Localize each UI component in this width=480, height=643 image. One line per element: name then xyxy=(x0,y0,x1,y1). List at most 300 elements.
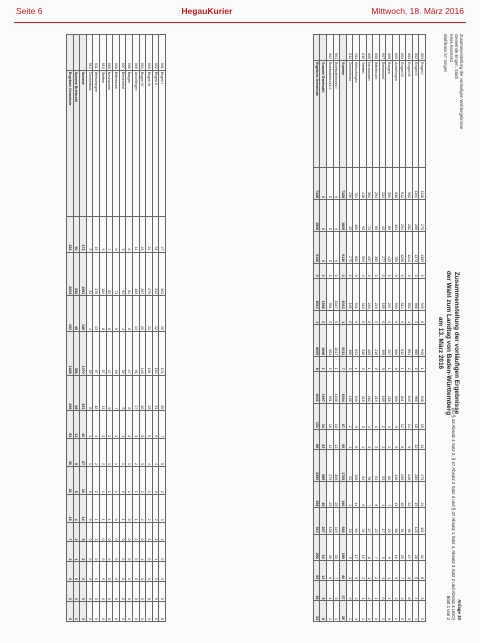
table-cell: Stetten xyxy=(360,61,367,168)
table-cell: 230 xyxy=(346,168,353,200)
rotated-results-sheet xyxy=(14,28,466,628)
table-cell: 23 xyxy=(327,482,334,508)
table-cell: 1 xyxy=(86,411,93,439)
table-cell: 004 xyxy=(139,35,146,71)
table-cell: 3 xyxy=(133,411,140,439)
table-cell: 0 xyxy=(327,310,334,325)
table-row xyxy=(73,35,80,622)
table-cell: 1 xyxy=(113,439,120,467)
table-cell: 0 xyxy=(113,522,120,542)
table-cell: 1 xyxy=(126,439,133,467)
table-cell: 1 xyxy=(159,522,166,542)
table-cell: 6 xyxy=(353,429,360,449)
table-cell: 2 xyxy=(360,560,367,580)
table-cell: 6 xyxy=(412,560,419,580)
table-cell: 0 xyxy=(159,582,166,602)
table-cell: 6012 xyxy=(340,278,347,310)
table-cell: 150 xyxy=(353,200,360,232)
table-cell: 0 xyxy=(333,200,340,232)
table-cell: 12 xyxy=(412,429,419,449)
table-cell: 85 xyxy=(106,252,113,296)
table-cell: 151 xyxy=(146,331,153,375)
table-cell: 1047 xyxy=(333,278,340,310)
table-row xyxy=(360,35,367,622)
table-cell: 1 xyxy=(106,467,113,495)
table-row xyxy=(333,35,340,622)
table-cell: 151 xyxy=(393,200,400,232)
table-cell: 1 xyxy=(93,494,100,522)
table-cell: 267 xyxy=(139,252,146,296)
table-cell: 80 xyxy=(386,450,393,482)
table-cell: 2 xyxy=(353,581,360,601)
table-cell: 13 xyxy=(393,482,400,508)
table-cell: Engen IV xyxy=(139,70,146,216)
table-cell: 21 xyxy=(67,467,74,495)
table-cell: 0 xyxy=(86,467,93,495)
table-cell: 0 xyxy=(133,602,140,622)
table-cell: 164 xyxy=(152,331,159,375)
table-cell: 0 xyxy=(113,582,120,602)
table-cell: 002 xyxy=(412,35,419,61)
table-cell: 0 xyxy=(159,602,166,622)
table-cell: 2 xyxy=(133,439,140,467)
table-cell: 158 xyxy=(353,450,360,482)
table-cell: 3 xyxy=(373,429,380,449)
table-cell: 1 xyxy=(126,467,133,495)
table-cell: 1 xyxy=(346,429,353,449)
table-cell: 0 xyxy=(346,581,353,601)
table-cell: 1 xyxy=(119,411,126,439)
table-cell: 0 xyxy=(399,264,406,279)
table-row xyxy=(113,35,120,622)
table-cell: 812 xyxy=(399,325,406,357)
table-cell: 8 xyxy=(313,357,320,372)
table-cell: 262 xyxy=(366,371,373,403)
table-cell: 13 xyxy=(320,560,327,580)
table-cell: 227 xyxy=(320,508,327,534)
table-cell: Biesendorf xyxy=(119,70,126,216)
table-cell: 1 xyxy=(73,542,80,562)
table-row xyxy=(320,35,327,622)
table-cell: 0 xyxy=(386,310,393,325)
table-cell: 11 xyxy=(100,375,107,411)
table-cell: 12 xyxy=(399,403,406,429)
table-cell: 9 xyxy=(320,581,327,601)
table-cell: Bargen xyxy=(386,61,393,168)
table-cell: 169 xyxy=(379,371,386,403)
table-cell: 4 xyxy=(346,482,353,508)
table-cell: 360 xyxy=(373,232,380,264)
table-cell: 15 xyxy=(419,403,426,429)
gemeinde-line: Gemeinde Engen, Stadt xyxy=(453,34,459,79)
table-cell: 31 xyxy=(152,216,159,252)
table-row xyxy=(100,35,107,622)
table-cell: 8 xyxy=(320,601,327,622)
table-cell: 5 xyxy=(113,296,120,332)
table-cell: 0 xyxy=(373,310,380,325)
table-cell: 4 xyxy=(360,429,367,449)
table-cell: 0 xyxy=(139,582,146,602)
table-cell: 0 xyxy=(373,264,380,279)
table-cell: 910 xyxy=(313,508,320,534)
table-cell: 53 xyxy=(313,560,320,580)
table-cell: 2 xyxy=(159,467,166,495)
table-cell: 652 xyxy=(73,252,80,296)
table-cell: 166 xyxy=(346,278,353,310)
table-cell: 0 xyxy=(366,264,373,279)
table-cell: 48 xyxy=(320,482,327,508)
table-cell: 1 xyxy=(133,522,140,542)
table-cell: 008 xyxy=(113,35,120,71)
table-cell: 1 xyxy=(333,357,340,372)
table-cell: 0 xyxy=(80,602,87,622)
table-cell: 5 xyxy=(333,581,340,601)
table-cell: Summe Briefwahl xyxy=(73,70,80,216)
table-cell: 9 xyxy=(393,403,400,429)
table-cell: 273 xyxy=(419,200,426,232)
table-cell: 2603 xyxy=(67,252,74,296)
table-cell: 1 xyxy=(106,494,113,522)
table-cell: 3 xyxy=(406,601,413,622)
header-rule xyxy=(14,22,466,23)
table-cell: 009 xyxy=(366,35,373,61)
table-cell: 7 xyxy=(67,522,74,542)
table-cell: Engen II xyxy=(412,61,419,168)
table-cell: 1 xyxy=(133,467,140,495)
table-cell: 1 xyxy=(86,439,93,467)
table-cell: 3 xyxy=(399,581,406,601)
table-cell: 0 xyxy=(327,168,334,200)
table-cell: 14 xyxy=(406,403,413,429)
table-cell: 252 xyxy=(313,534,320,560)
table-cell: 294 xyxy=(373,168,380,200)
table-cell: 6 xyxy=(373,482,380,508)
table-cell: 966 xyxy=(412,325,419,357)
table-cell: 0 xyxy=(126,562,133,582)
table-cell: 002 xyxy=(152,35,159,71)
table-cell: 69 xyxy=(386,200,393,232)
table-cell: 0 xyxy=(152,562,159,582)
table-cell: 2 xyxy=(379,403,386,429)
table-cell: 007 xyxy=(379,35,386,61)
table-cell: 318 xyxy=(360,371,367,403)
table-cell: 68 xyxy=(73,375,80,411)
table-cell: 25 xyxy=(333,482,340,508)
table-cell: Engen IV xyxy=(399,61,406,168)
table-cell: 54 xyxy=(119,252,126,296)
table-cell: 172 xyxy=(80,216,87,252)
table-cell: 7328 xyxy=(340,168,347,200)
table-cell: 1997 xyxy=(320,371,327,403)
table-cell: 004 xyxy=(399,35,406,61)
table-cell: 7 xyxy=(366,482,373,508)
table-cell: 3 xyxy=(353,560,360,580)
table-cell: 2 xyxy=(73,522,80,542)
table-cell: 1 xyxy=(419,357,426,372)
table-cell: 9 xyxy=(73,439,80,467)
table-cell: 901 xyxy=(333,35,340,61)
table-cell: 21 xyxy=(146,296,153,332)
table-cell: 263 xyxy=(366,325,373,357)
table-cell: 0 xyxy=(100,602,107,622)
table-cell: 14 xyxy=(353,482,360,508)
table-cell: 0 xyxy=(133,542,140,562)
table-cell: 17 xyxy=(353,534,360,560)
table-cell: Engen I xyxy=(159,70,166,216)
table-cell: 1 xyxy=(386,560,393,580)
table-cell: 0 xyxy=(86,562,93,582)
table-cell: 541 xyxy=(353,325,360,357)
table-cell: 9 xyxy=(406,429,413,449)
table-cell: 0 xyxy=(386,264,393,279)
table-cell: 318 xyxy=(360,278,367,310)
table-cell: 14 xyxy=(133,216,140,252)
table-cell: 0 xyxy=(113,494,120,522)
table-cell: 189 xyxy=(340,534,347,560)
table-cell: 6 xyxy=(126,216,133,252)
table-cell: 001 xyxy=(419,35,426,61)
table-cell: 14 xyxy=(80,494,87,522)
table-cell: 6 xyxy=(106,296,113,332)
table-cell: 849 xyxy=(406,371,413,403)
table-cell: 18 xyxy=(399,482,406,508)
table-cell: Biesendorf xyxy=(379,61,386,168)
publication-date: Mittwoch, 18. März 2016 xyxy=(371,6,464,16)
table-cell: 0 xyxy=(327,264,334,279)
table-cell: 169 xyxy=(379,325,386,357)
table-cell: 0 xyxy=(419,264,426,279)
table-cell: 12 xyxy=(333,429,340,449)
table-cell: Summe xyxy=(80,70,87,216)
table-cell: 0 xyxy=(119,522,126,542)
table-cell: 93 xyxy=(360,200,367,232)
table-cell: 163 xyxy=(133,252,140,296)
table-cell: 6 xyxy=(152,411,159,439)
table-cell: 358 xyxy=(73,331,80,375)
table-cell: 9 xyxy=(106,375,113,411)
table-cell: 119 xyxy=(333,508,340,534)
table-cell: 166 xyxy=(346,371,353,403)
table-cell: 0 xyxy=(373,601,380,622)
table-row xyxy=(366,35,373,622)
table-cell: 8001 xyxy=(313,371,320,403)
document-page xyxy=(14,28,466,633)
table-cell: 27 xyxy=(159,216,166,252)
table-cell: 30 xyxy=(327,534,334,560)
table-cell: 30 xyxy=(86,331,93,375)
table-cell: 16 xyxy=(327,403,334,429)
table-cell: 1998 xyxy=(320,278,327,310)
table-cell: 003 xyxy=(146,35,153,71)
table-row xyxy=(419,35,426,622)
table-cell: 1 xyxy=(313,310,320,325)
table-cell: 416 xyxy=(360,168,367,200)
table-cell: 1 xyxy=(106,439,113,467)
table-cell: 17 xyxy=(133,375,140,411)
table-row xyxy=(133,35,140,622)
table-cell: 176 xyxy=(93,252,100,296)
table-cell: 282 xyxy=(406,200,413,232)
table-cell: 9 xyxy=(353,403,360,429)
table-cell: 0 xyxy=(333,264,340,279)
anlage-note: Anlage 10 (zu § 43 Absatz 4 Satz 2, § 47 Absatz 2 Satz 3 und § 47 Absatz 1 Satz 4, Absatz 3 Satz 2 und Absatz 4 LWO) Blatt 1 von 2 xyxy=(446,407,462,620)
table-cell: Briefwahlbezirk II xyxy=(327,61,334,168)
table-cell: 18 xyxy=(346,508,353,534)
table-cell: 32 xyxy=(419,534,426,560)
table-cell: 1 xyxy=(386,581,393,601)
table-cell: 25 xyxy=(386,508,393,534)
table-cell: 299 xyxy=(67,375,74,411)
table-cell: 34 xyxy=(360,508,367,534)
table-cell: 0 xyxy=(119,582,126,602)
table-cell: 78 xyxy=(366,450,373,482)
table-cell: 2 xyxy=(139,494,146,522)
table-cell: 4 xyxy=(327,581,334,601)
table-cell: 9 xyxy=(386,534,393,560)
table-cell: 97 xyxy=(340,403,347,429)
table-cell: 0 xyxy=(119,562,126,582)
table-cell: 0 xyxy=(106,522,113,542)
table-cell: 24 xyxy=(419,482,426,508)
table-cell: 852 xyxy=(353,232,360,264)
table-cell: 0 xyxy=(320,310,327,325)
table-cell: 8 xyxy=(366,534,373,560)
table-cell xyxy=(320,35,327,61)
table-cell: 0 xyxy=(67,562,74,582)
table-cell: 53 xyxy=(379,450,386,482)
table-cell xyxy=(67,35,74,71)
table-cell: 0 xyxy=(100,522,107,542)
table-cell: 2 xyxy=(113,411,120,439)
table-cell: 194 xyxy=(313,482,320,508)
table-cell: 0 xyxy=(86,602,93,622)
table-row xyxy=(340,35,347,622)
table-cell: 257 xyxy=(386,325,393,357)
table-cell: 34 xyxy=(320,403,327,429)
table-cell: Stetten xyxy=(100,70,107,216)
table-cell: 1808 xyxy=(313,200,320,232)
table-cell: 949 xyxy=(419,325,426,357)
table-cell: 5 xyxy=(399,601,406,622)
table-cell: 257 xyxy=(386,278,393,310)
table-cell: 5 xyxy=(346,534,353,560)
table-cell: 35 xyxy=(159,375,166,411)
table-cell: 279 xyxy=(327,450,334,482)
table-cell: 0 xyxy=(320,200,327,232)
table-cell: 9136 xyxy=(340,232,347,264)
table-cell: 948 xyxy=(419,371,426,403)
table-cell: 425 xyxy=(386,232,393,264)
table-cell: 23 xyxy=(373,508,380,534)
table-cell: 0 xyxy=(412,264,419,279)
table-cell: 1 xyxy=(346,601,353,622)
table-cell: 1206 xyxy=(399,232,406,264)
table-cell: 3 xyxy=(393,560,400,580)
table-cell: 3 xyxy=(139,439,146,467)
table-cell: Engen II xyxy=(152,70,159,216)
table-cell: 11 xyxy=(327,429,334,449)
table-cell: 94 xyxy=(360,450,367,482)
table-cell: 146 xyxy=(393,450,400,482)
table-cell: 7 xyxy=(113,375,120,411)
table-cell: 64 xyxy=(373,450,380,482)
table-cell: 789 xyxy=(393,232,400,264)
table-cell: 0 xyxy=(327,357,334,372)
table-cell: 0 xyxy=(360,357,367,372)
table-cell: 2 xyxy=(406,357,413,372)
table-cell: 5 xyxy=(419,581,426,601)
table-cell: 7 xyxy=(340,357,347,372)
table-cell: 19 xyxy=(412,482,419,508)
table-cell: 005 xyxy=(133,35,140,71)
table-cell: 962 xyxy=(406,168,413,200)
table-row xyxy=(327,35,334,622)
table-cell: 006 xyxy=(386,35,393,61)
table-cell: 0 xyxy=(393,357,400,372)
table-cell: 0 xyxy=(379,581,386,601)
table-cell: Zimmerholz xyxy=(346,61,353,168)
table-cell: 58 xyxy=(393,508,400,534)
table-cell: 0 xyxy=(113,562,120,582)
table-cell: Engen III xyxy=(406,61,413,168)
table-cell: 0 xyxy=(100,542,107,562)
table-cell: 0 xyxy=(327,232,334,264)
table-cell: 012 xyxy=(346,35,353,61)
table-row xyxy=(159,35,166,622)
table-cell: 0 xyxy=(93,602,100,622)
table-cell: 1951 xyxy=(80,252,87,296)
table-row xyxy=(313,35,320,622)
table-cell: 509 xyxy=(360,232,367,264)
table-cell: 0 xyxy=(86,494,93,522)
table-cell: 5 xyxy=(146,411,153,439)
table-cell: 20 xyxy=(139,296,146,332)
table-cell: 7 xyxy=(333,560,340,580)
table-cell: 683 xyxy=(340,508,347,534)
table-cell: 5 xyxy=(119,216,126,252)
table-cell: Zimmerholz xyxy=(86,70,93,216)
table-cell: 1 xyxy=(360,581,367,601)
table-cell: 273 xyxy=(419,450,426,482)
table-cell: 27 xyxy=(80,439,87,467)
table-cell: 4 xyxy=(327,601,334,622)
table-cell: 0 xyxy=(386,601,393,622)
table-cell: 5 xyxy=(80,522,87,542)
table-row xyxy=(106,35,113,622)
table-cell: 2 xyxy=(126,411,133,439)
table-cell: 6 xyxy=(126,296,133,332)
table-cell: 26 xyxy=(340,601,347,622)
table-cell: 2 xyxy=(93,467,100,495)
table-cell: 2 xyxy=(379,429,386,449)
table-cell: 0 xyxy=(346,310,353,325)
table-cell: 0 xyxy=(152,582,159,602)
page-number: Seite 6 xyxy=(16,6,43,16)
kreis-line: Kreis Konstanz xyxy=(448,34,454,63)
table-cell: 60 xyxy=(353,508,360,534)
wahlkreis-line: Wahlkreis 57 Singen xyxy=(443,34,449,73)
table-cell: 234 xyxy=(379,168,386,200)
lower-results-table xyxy=(66,34,166,622)
table-cell: Neuhausen xyxy=(106,70,113,216)
table-cell: 1 xyxy=(366,601,373,622)
table-cell: 306 xyxy=(333,450,340,482)
table-cell: 2350 xyxy=(313,450,320,482)
table-row xyxy=(412,35,419,622)
table-row xyxy=(379,35,386,622)
table-cell: 7 xyxy=(373,534,380,560)
table-cell: 0 xyxy=(126,602,133,622)
